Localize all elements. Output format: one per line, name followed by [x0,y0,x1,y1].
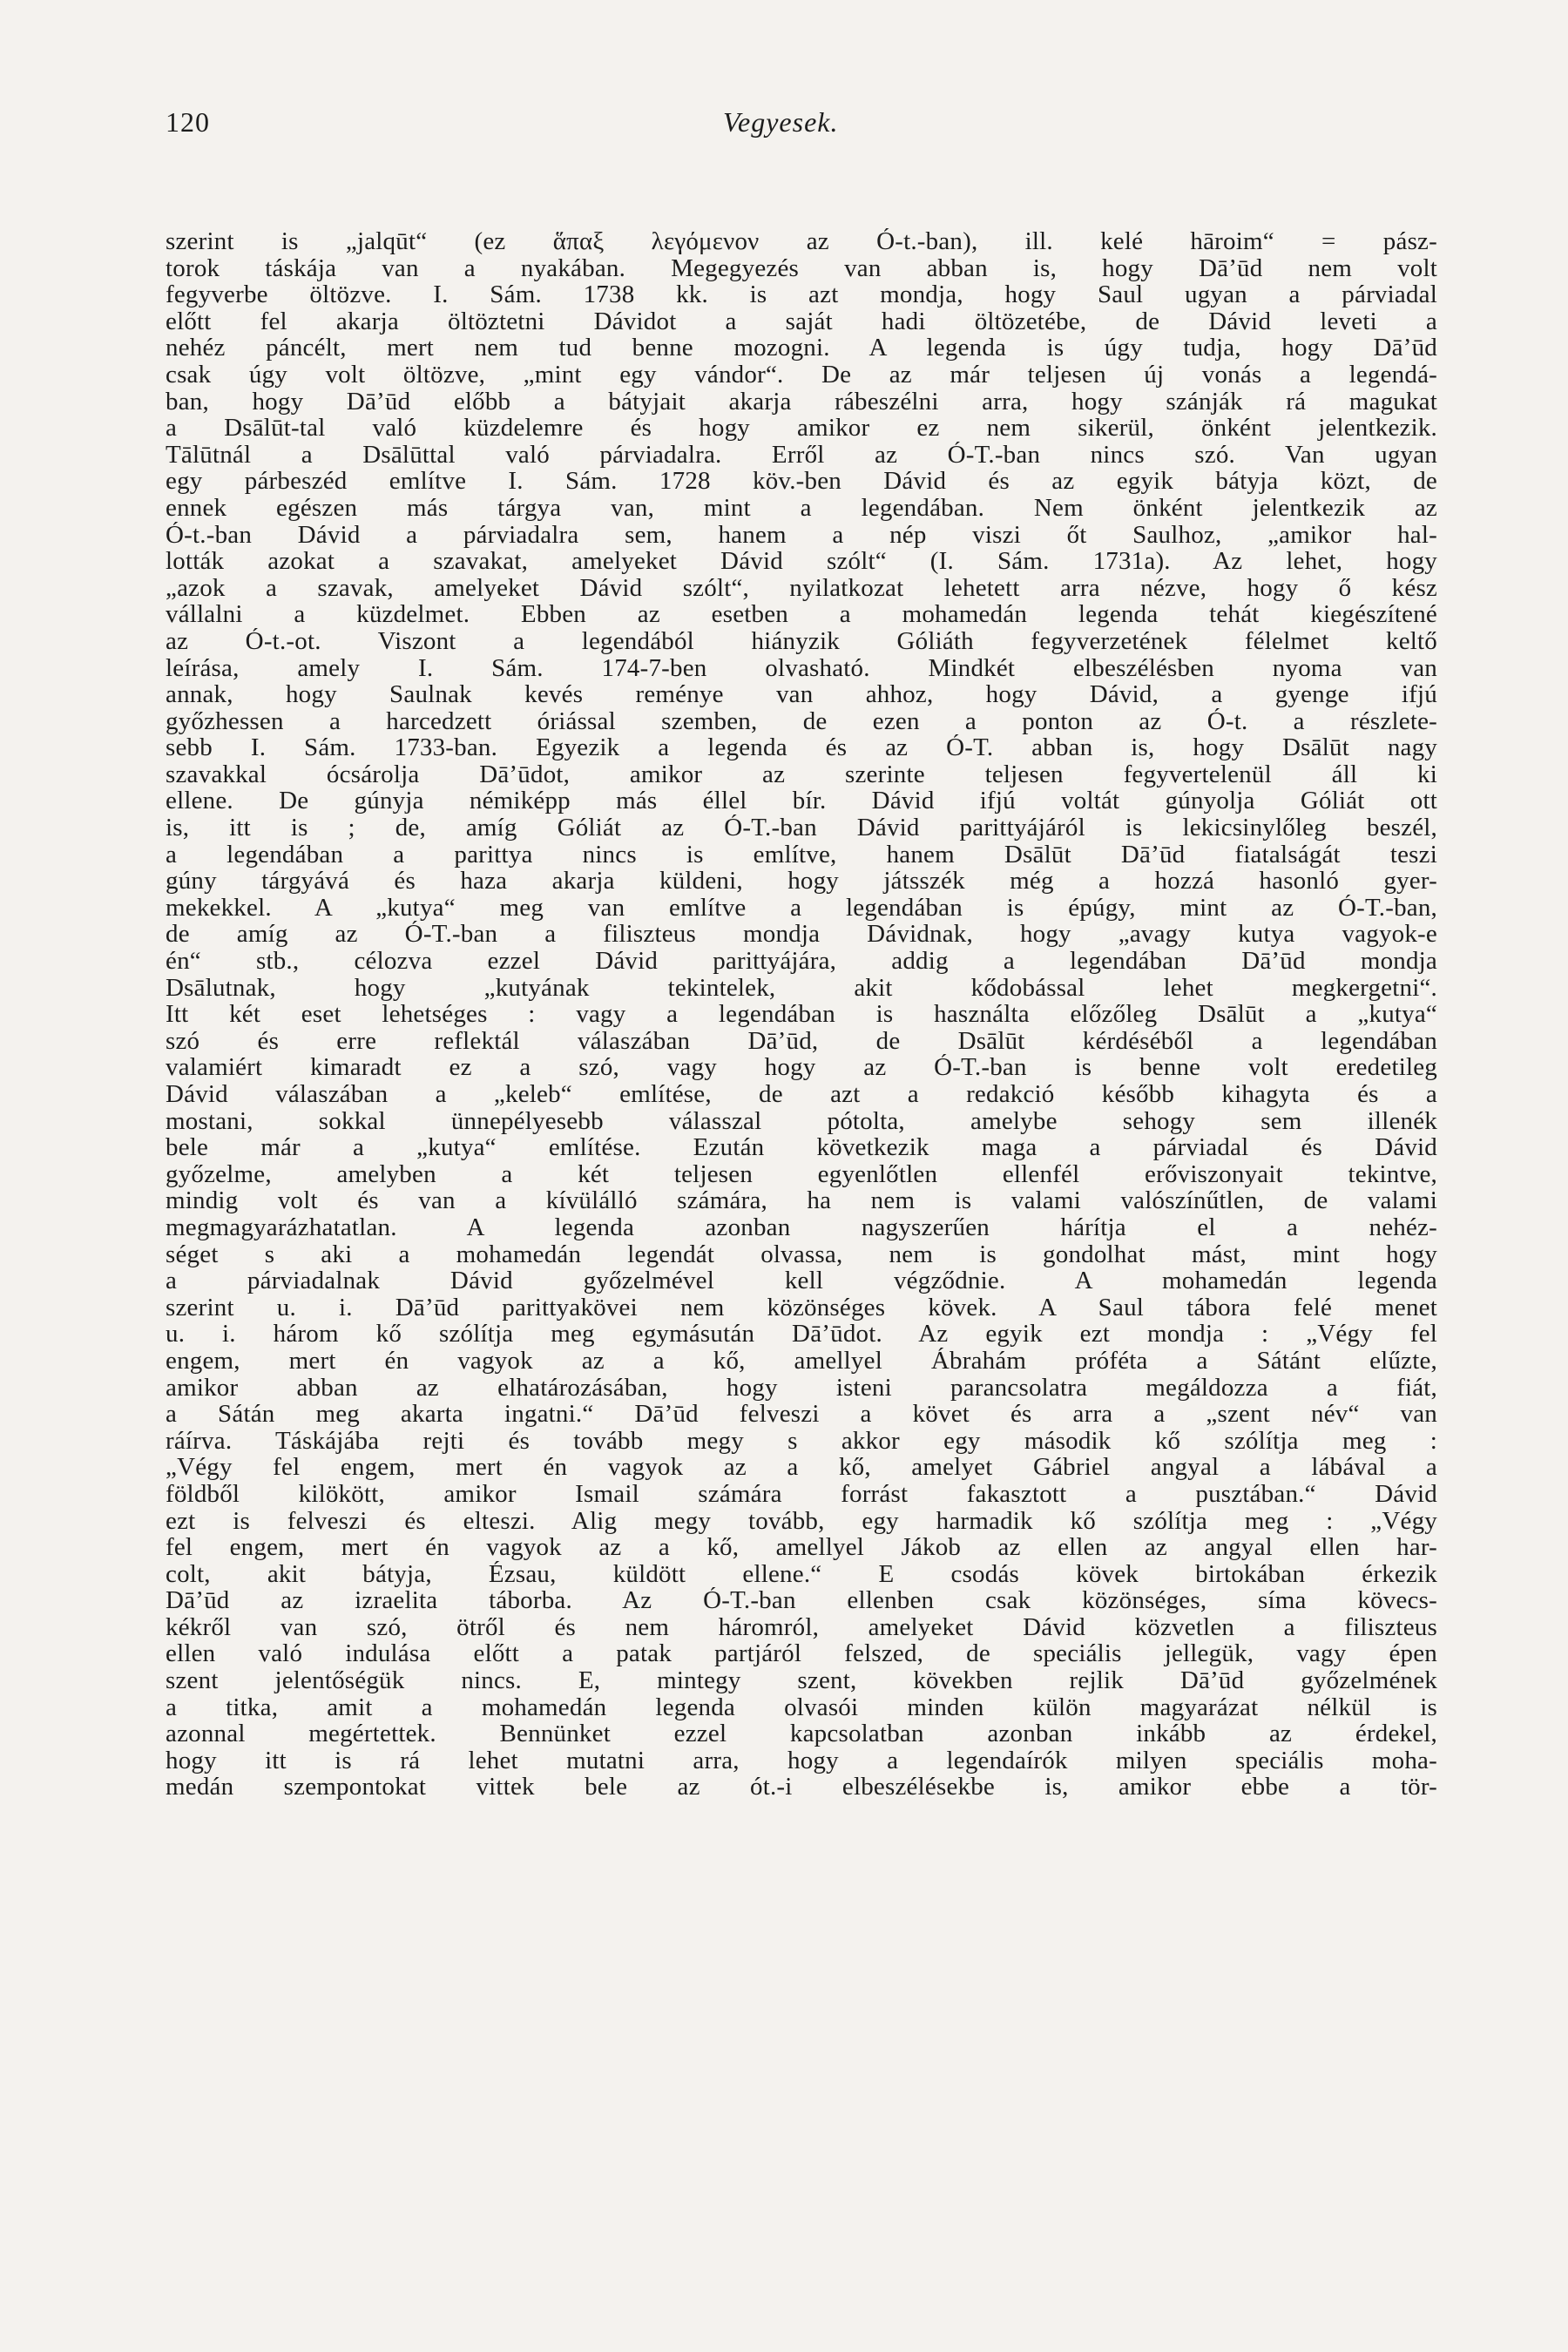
text-line: szó és erre reflektál válaszában Dā’ūd, de Dsālūt kérdéséből a legendában [166,1027,1437,1055]
text-line: annak, hogy Saulnak kevés reménye van ahhoz, hogy Dávid, a gyenge ifjú [166,681,1437,708]
text-line: de amíg az Ó-T.-ban a filiszteus mondja Dávidnak, hogy „avagy kutya vagyok-e [166,921,1437,949]
body-text [166,228,1437,1801]
running-title: Vegyesek. [723,106,839,138]
text-line: „Végy fel engem, mert én vagyok az a kő, amelyet Gábriel angyal a lábával a [166,1454,1437,1481]
page-number: 120 [166,106,210,138]
text-line: a párviadalnak Dávid győzelmével kell végződnie. A mohamedán legenda [166,1267,1437,1294]
text-line: torok táskája van a nyakában. Megegyezés van abban is, hogy Dā’ūd nem volt [166,254,1437,282]
text-line: előtt fel akarja öltöztetni Dávidot a saját hadi öltözetébe, de Dávid leveti a [166,308,1437,335]
text-line: azonnal megértettek. Bennünket ezzel kapcsolatban azonban inkább az érdekel, [166,1720,1437,1747]
text-line: győzelme, amelyben a két teljesen egyenlőtlen ellenfél erőviszonyait tekintve, [166,1160,1437,1188]
text-line: Dsālutnak, hogy „kutyának tekintelek, akit kődobással lehet megkergetni“. [166,974,1437,1002]
text-line: földből kilökött, amikor Ismail számára forrást fakasztott a pusztában.“ Dávid [166,1480,1437,1508]
text-line: vállalni a küzdelmet. Ebben az esetben a mohamedán legenda tehát kiegészítené [166,601,1437,628]
text-line: fegyverbe öltözve. I. Sám. 1738 kk. is azt mondja, hogy Saul ugyan a párviadal [166,281,1437,308]
text-line: leírása, amely I. Sám. 174-7-ben olvasható. Mindkét elbeszélésben nyoma van [166,654,1437,682]
text-line: szavakkal ócsárolja Dā’ūdot, amikor az szerinte teljesen fegyvertelenül áll ki [166,760,1437,788]
text-line: valamiért kimaradt ez a szó, vagy hogy az Ó-T.-ban is benne volt eredetileg [166,1054,1437,1081]
text-line: amikor abban az elhatározásában, hogy isteni parancsolatra megáldozza a fiát, [166,1374,1437,1402]
text-line: csak úgy volt öltözve, „mint egy vándor“. De az már teljesen új vonás a legendá- [166,361,1437,389]
text-line: megmagyarázhatatlan. A legenda azonban nagyszerűen hárítja el a nehéz- [166,1213,1437,1241]
text-line: az Ó-t.-ot. Viszont a legendából hiányzik Góliáth fegyverzetének félelmet keltő [166,627,1437,655]
text-line: szerint is „jalqūt“ (ez ἅπαξ λεγόμενον az Ó-t.-ban), ill. kelé hāroim“ = pász- [166,228,1437,255]
text-line: colt, akit bátyja, Ézsau, küldött ellene.“ E csodás kövek birtokában érkezik [166,1560,1437,1588]
text-line: a Dsālūt-tal való küzdelemre és hogy amikor ez nem sikerül, önként jelentkezik. [166,415,1437,442]
text-line: engem, mert én vagyok az a kő, amellyel Ábrahám próféta a Sátánt elűzte, [166,1347,1437,1375]
text-line: Itt két eset lehetséges : vagy a legendában is használta előzőleg Dsālūt a „kutya“ [166,1001,1437,1028]
text-line: egy párbeszéd említve I. Sám. 1728 köv.-ben Dávid és az egyik bátyja közt, de [166,468,1437,495]
text-line: én“ stb., célozva ezzel Dávid parittyájára, addig a legendában Dā’ūd mondja [166,948,1437,975]
text-line: a Sátán meg akarta ingatni.“ Dā’ūd felveszi a követ és arra a „szent név“ van [166,1401,1437,1428]
text-line: kékről van szó, ötről és nem háromról, amelyeket Dávid közvetlen a filiszteus [166,1613,1437,1641]
text-line: fel engem, mert én vagyok az a kő, amellyel Jákob az ellen az angyal ellen har- [166,1534,1437,1561]
text-line: szerint u. i. Dā’ūd parittyakövei nem közönséges kövek. A Saul tábora felé menet [166,1294,1437,1321]
text-line: mekekkel. A „kutya“ meg van említve a legendában is épúgy, mint az Ó-T.-ban, [166,894,1437,922]
text-line: ráírva. Táskájába rejti és tovább megy s akkor egy második kő szólítja meg : [166,1427,1437,1455]
text-line: ban, hogy Dā’ūd előbb a bátyjait akarja rábeszélni arra, hogy szánják rá magukat [166,388,1437,416]
text-line: medán szempontokat vittek bele az ót.-i elbeszélésekbe is, amikor ebbe a tör- [166,1774,1437,1801]
text-line: is, itt is ; de, amíg Góliát az Ó-T.-ban Dávid parittyájáról is lekicsinylőleg beszél, [166,814,1437,841]
text-line: mindig volt és van a kívülálló számára, ha nem is valami valószínűtlen, de valami [166,1187,1437,1214]
text-line: Dávid válaszában a „keleb“ említése, de azt a redakció később kihagyta és a [166,1081,1437,1108]
text-line: ellen való indulása előtt a patak partjáról felszed, de speciális jellegük, vagy épen [166,1640,1437,1668]
text-line: szent jelentőségük nincs. E, mintegy szent, kövekben rejlik Dā’ūd győzelmének [166,1667,1437,1694]
text-line: bele már a „kutya“ említése. Ezután következik maga a párviadal és Dávid [166,1134,1437,1161]
text-line: Tālūtnál a Dsālūttal való párviadalra. Erről az Ó-T.-ban nincs szó. Van ugyan [166,441,1437,469]
text-line: sebb I. Sám. 1733-ban. Egyezik a legenda és az Ó-T. abban is, hogy Dsālūt nagy [166,734,1437,761]
text-line: mostani, sokkal ünnepélyesebb válasszal pótolta, amelybe sehogy sem illenék [166,1107,1437,1135]
text-line: u. i. három kő szólítja meg egymásután Dā’ūdot. Az egyik ezt mondja : „Végy fel [166,1321,1437,1348]
text-line: lották azokat a szavakat, amelyeket Dávid szólt“ (I. Sám. 1731a). Az lehet, hogy [166,548,1437,575]
text-line: hogy itt is rá lehet mutatni arra, hogy a legendaírók milyen speciális moha- [166,1747,1437,1774]
text-line: a legendában a parittya nincs is említve, hanem Dsālūt Dā’ūd fiatalságát teszi [166,841,1437,868]
text-line: gúny tárgyává és haza akarja küldeni, hogy játsszék még a hozzá hasonló gyer- [166,868,1437,895]
text-line: Ó-t.-ban Dávid a párviadalra sem, hanem a nép viszi őt Saulhoz, „amikor hal- [166,521,1437,549]
text-line: a titka, amit a mohamedán legenda olvasói minden külön magyarázat nélkül is [166,1693,1437,1721]
text-line: ezt is felveszi és elteszi. Alig megy tovább, egy harmadik kő szólítja meg : „Végy [166,1507,1437,1535]
text-line: nehéz páncélt, mert nem tud benne mozogni. A legenda is úgy tudja, hogy Dā’ūd [166,335,1437,362]
page-header [166,106,1394,150]
text-line: győzhessen a harcedzett óriással szemben, de ezen a ponton az Ó-t. a részlete- [166,707,1437,735]
text-line: ennek egészen más tárgya van, mint a legendában. Nem önként jelentkezik az [166,494,1437,522]
text-line: Dā’ūd az izraelita táborba. Az Ó-T.-ban ellenben csak közönséges, síma kövecs- [166,1587,1437,1614]
text-line: séget s aki a mohamedán legendát olvassa, nem is gondolhat mást, mint hogy [166,1240,1437,1268]
text-line: „azok a szavak, amelyeket Dávid szólt“, nyilatkozat lehetett arra nézve, hogy ő kész [166,574,1437,602]
text-line: ellene. De gúnyja némiképp más éllel bír. Dávid ifjú voltát gúnyolja Góliát ott [166,787,1437,815]
